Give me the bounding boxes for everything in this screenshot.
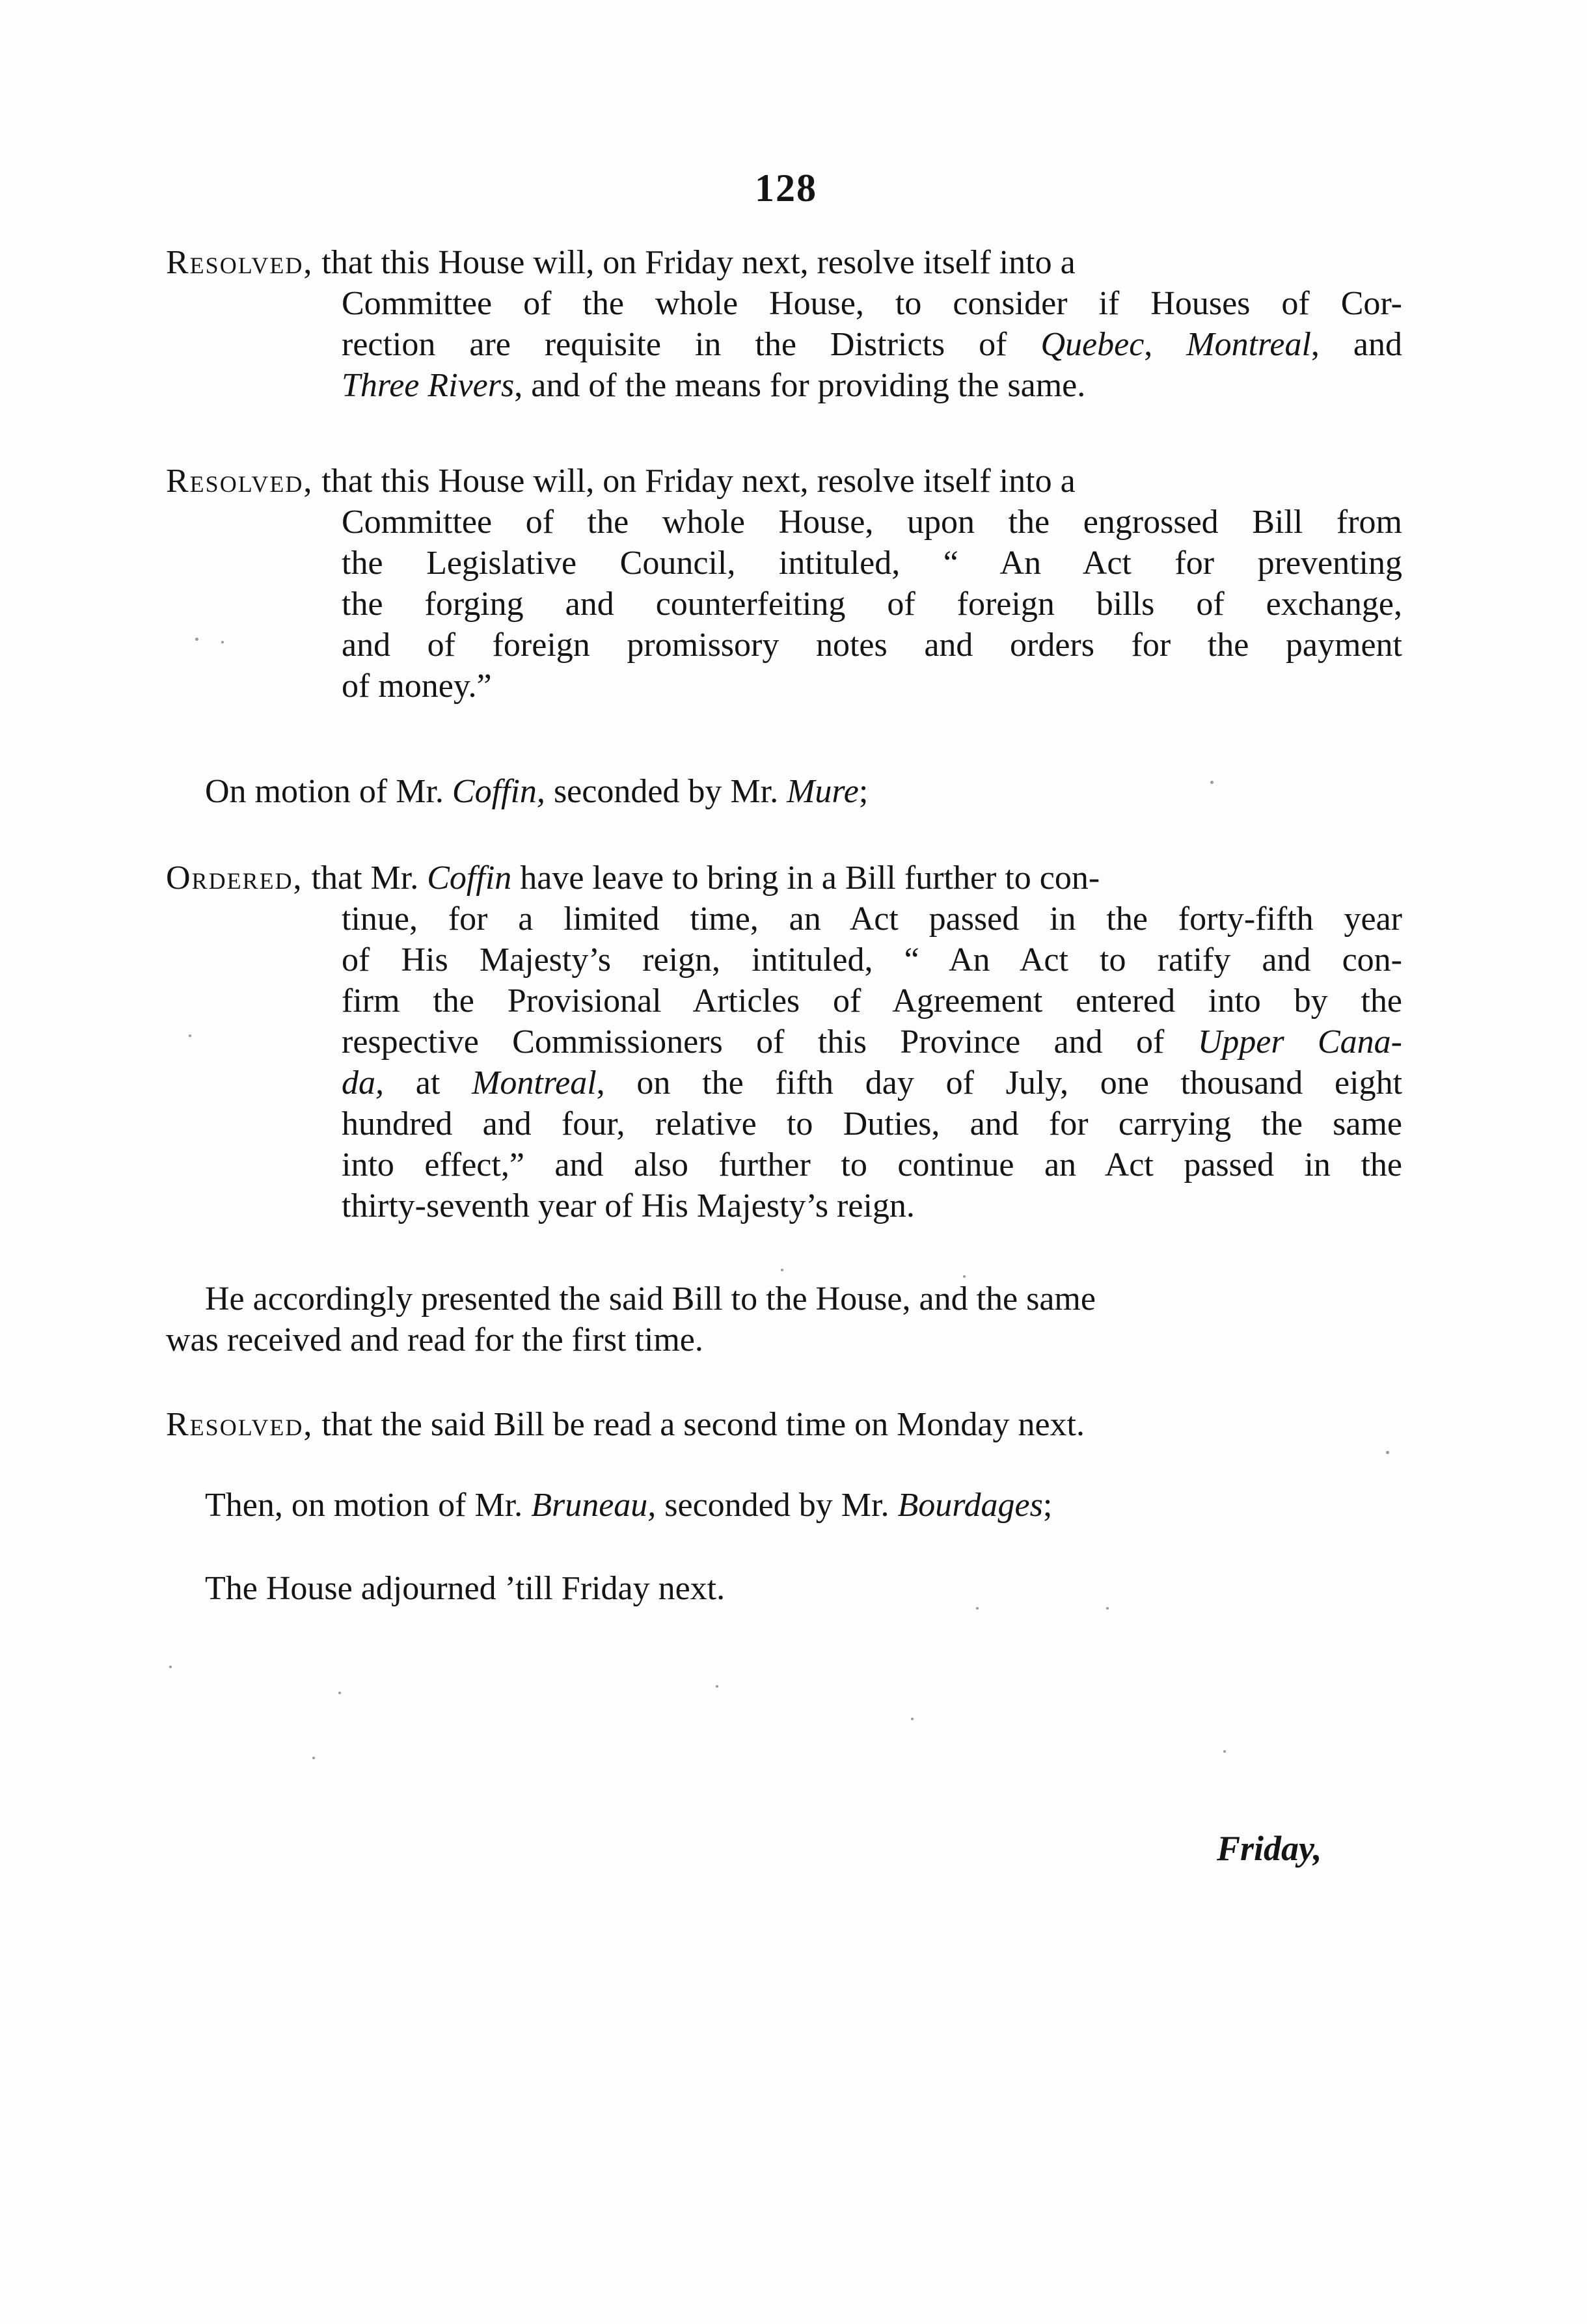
scan-speck [976,1607,979,1610]
seconder-name: Mure [787,773,859,810]
resolved-lead: Resolved, [166,1406,314,1443]
order-first-line [166,858,1402,899]
resolution-text: that this House will, on Friday next, resolve itself into a [321,463,1076,500]
resolution-first-line [166,242,1402,283]
presentation-line: was received and read for the first time. [166,1321,703,1358]
scan-speck [1386,1451,1389,1454]
adjournment [166,1568,1402,1609]
resolution-forging-bill [166,461,1402,707]
place-upper-canada: Upper Cana- [1197,1023,1402,1061]
resolution-text: that the said Bill be read a second time on Monday next. [321,1406,1085,1443]
order-coffin-bill [166,858,1402,1226]
scan-speck [195,638,198,641]
motion-middle: seconded by Mr. [553,773,779,810]
place-three-rivers: Three Rivers [342,367,515,404]
conjunction: and [1353,326,1403,363]
adjournment-line: The House adjourned ’till Friday next. [205,1570,726,1607]
place-quebec: Quebec [1040,326,1145,363]
scan-speck [1210,781,1214,784]
resolution-line: Committee of the whole House, to consider if Houses of Cor- [342,285,1402,322]
order-line: hundred and four, relative to Duties, and for carrying the same [342,1105,1402,1142]
order-line-part: , on the fifth day of July, one thousand eight [596,1064,1403,1101]
scan-speck [781,1269,783,1271]
order-text: that Mr. [311,859,419,897]
resolution-line: and of foreign promissory notes and orders for the payment [342,627,1402,664]
order-line [342,1062,1402,1103]
order-text: have leave to bring in a Bill further to con- [520,859,1100,897]
resolution-line [166,1404,1402,1445]
motion-end: ; [1042,1487,1053,1524]
scan-speck [169,1666,172,1668]
motion-coffin [166,771,1402,812]
scan-speck [221,641,224,643]
motion-line [166,771,1402,812]
ordered-lead: Ordered, [166,859,303,897]
mover-name: Coffin, [452,773,545,810]
order-line: firm the Provisional Articles of Agreement entered into by the [342,982,1402,1020]
page-number: 128 [755,167,817,209]
catchword: Friday, [1217,1829,1322,1868]
place-montreal: Montreal [472,1064,597,1101]
resolution-first-line [166,461,1402,502]
seconder-name: Bourdages [897,1487,1043,1524]
member-name: Coffin [427,859,512,897]
resolution-line: the forging and counterfeiting of foreign bills of exchange, [342,586,1402,623]
resolution-line [342,365,1402,406]
presentation-line: He accordingly presented the said Bill to the House, and the same [205,1280,1096,1317]
order-line-part: respective Commissioners of this Province and of [342,1023,1165,1061]
resolved-lead: Resolved, [166,244,314,281]
resolution-line-part: , and of the means for providing the same. [514,367,1086,404]
motion-line [166,1485,1402,1526]
resolution-line-part: rection are requisite in the Districts of [342,326,1007,363]
place-upper-canada-cont: da, [342,1064,384,1101]
resolution-line: the Legislative Council, intituled, “ An Act for preventing [342,545,1402,582]
scan-speck [312,1757,315,1759]
scan-speck [1106,1607,1109,1610]
resolution-text: that this House will, on Friday next, resolve itself into a [321,244,1076,281]
scan-speck [338,1692,341,1694]
mover-name: Bruneau, [531,1487,657,1524]
order-line: tinue, for a limited time, an Act passed in the forty-fifth year [342,900,1402,938]
scan-speck [1223,1750,1226,1753]
order-line: into effect,” and also further to continue an Act passed in the [342,1146,1402,1183]
order-line: of His Majesty’s reign, intituled, “ An Act to ratify and con- [342,941,1402,979]
scan-speck [911,1718,914,1720]
bill-presentation [166,1278,1402,1360]
place-montreal: Montreal [1186,326,1311,363]
motion-middle: seconded by Mr. [664,1487,889,1524]
motion-bruneau [166,1485,1402,1526]
resolution-houses-of-correction [166,242,1402,406]
motion-prefix: On motion of Mr. [205,773,444,810]
resolved-lead: Resolved, [166,463,314,500]
scan-speck [963,1275,966,1278]
order-line-part: at [415,1064,441,1101]
motion-end: ; [858,773,869,810]
resolution-line: Committee of the whole House, upon the engrossed Bill from [342,504,1402,541]
resolution-second-reading [166,1404,1402,1445]
order-line: thirty-seventh year of His Majesty’s reign. [342,1187,915,1224]
scan-speck [189,1034,191,1037]
resolution-line: of money.” [342,668,492,705]
order-line [342,1021,1402,1062]
motion-prefix: Then, on motion of Mr. [205,1487,523,1524]
scan-speck [716,1685,718,1688]
resolution-line: rection are requisite in the Districts of Quebec, Montreal, and [342,326,1403,363]
